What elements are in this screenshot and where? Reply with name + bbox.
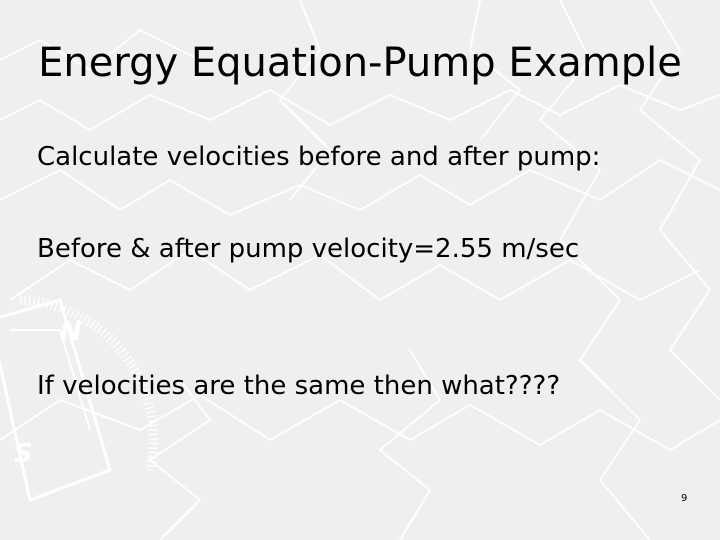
page-number: 9 <box>681 493 688 504</box>
body-line-pump-velocity: Before & after pump velocity=2.55 m/sec <box>37 234 580 264</box>
svg-text:S: S <box>14 439 33 469</box>
body-line-same-velocities-question: If velocities are the same then what???? <box>37 371 561 401</box>
slide-title: Energy Equation-Pump Example <box>38 40 682 86</box>
body-line-calculate-velocities: Calculate velocities before and after pump: <box>37 142 601 172</box>
svg-text:N: N <box>60 317 82 347</box>
